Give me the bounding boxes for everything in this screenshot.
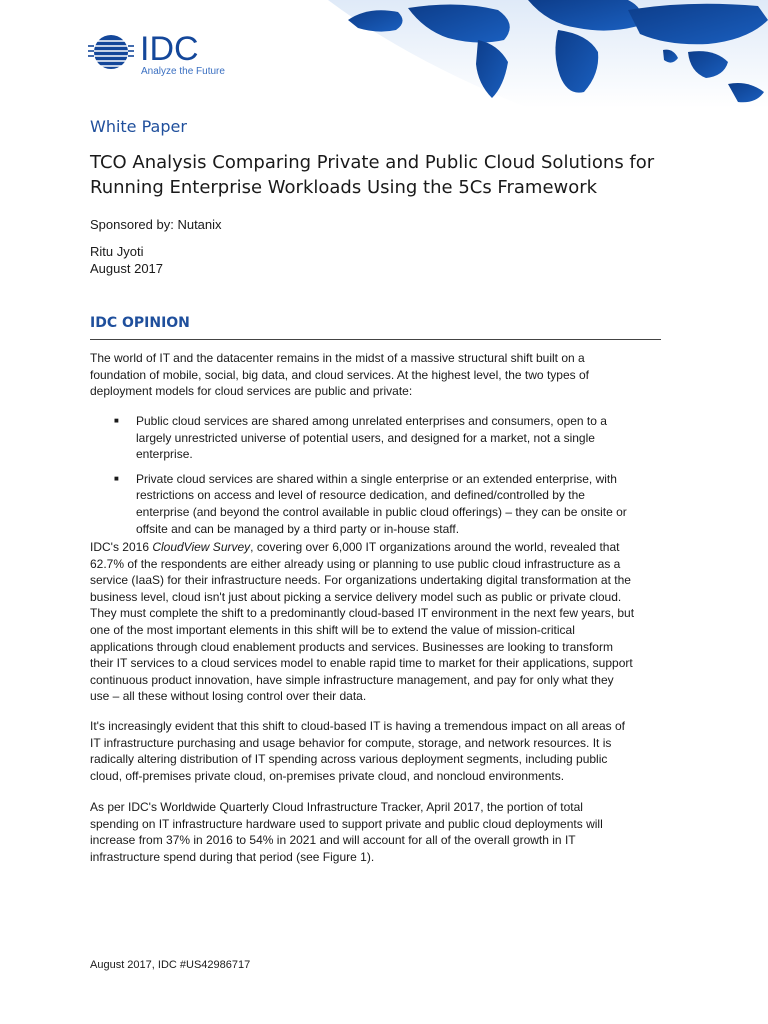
paragraph-line: radically altering distribution of IT spending across various deployment segments, including public xyxy=(90,752,608,767)
list-item-line: Public cloud services are shared among unrelated enterprises and consumers, open to a xyxy=(136,414,607,428)
logo-wordmark: IDC xyxy=(140,30,199,68)
paragraph-line: It's increasingly evident that this shift to cloud-based IT is having a tremendous impact on all areas of xyxy=(90,719,626,733)
author-name: Ritu Jyoti xyxy=(90,244,144,259)
globe-image xyxy=(328,0,768,108)
bullet-icon: ■ xyxy=(114,416,119,425)
title-line: Running Enterprise Workloads Using the 5Cs Framework xyxy=(90,177,598,198)
list-item-line: enterprise (and beyond the control available in public cloud offerings) – they can be onsite or xyxy=(136,504,627,519)
paragraph-line: The world of IT and the datacenter remains in the midst of a massive structural shift built on a xyxy=(90,351,585,365)
idc-logo xyxy=(88,32,238,80)
paragraph-line: As per IDC's Worldwide Quarterly Cloud Infrastructure Tracker, April 2017, the portion of total xyxy=(90,800,583,814)
title-line: TCO Analysis Comparing Private and Public Cloud Solutions for xyxy=(90,152,655,173)
paragraph-line: infrastructure spend during that period (see Figure 1). xyxy=(90,849,375,864)
paragraph-line: their IT services to a cloud services model to enable rapid time to market for their applications, support xyxy=(90,656,633,671)
page-footer: August 2017, IDC #US42986717 xyxy=(90,959,251,971)
section-heading: IDC OPINION xyxy=(90,315,190,331)
paragraph-line: foundation of mobile, social, big data, and cloud services. At the highest level, the two types of xyxy=(90,367,589,382)
list-item-line: largely unrestricted universe of potential users, and designed for a market, not a single xyxy=(136,430,595,445)
paragraph-line: 62.7% of the respondents are either already using or planning to use public cloud infrastructure as a xyxy=(90,556,621,571)
paragraph-line: cloud, off-premises private cloud, on-premises private cloud, and noncloud environments. xyxy=(90,768,565,783)
logo-tagline: Analyze the Future xyxy=(141,66,225,77)
paragraph-line xyxy=(90,539,670,556)
list-item-line: Private cloud services are shared within a single enterprise or an extended enterprise, with xyxy=(136,471,617,486)
paragraph-line: increase from 37% in 2016 to 54% in 2021 and will account for all of the overall growth in IT xyxy=(90,833,576,848)
text-run: IDC's 2016 xyxy=(90,540,153,554)
bullet-icon: ■ xyxy=(114,473,119,483)
idc-globe-icon xyxy=(88,32,134,72)
paragraph-line: continuous product innovation, have simple infrastructure management, and pay for only what they xyxy=(90,672,614,687)
list-item xyxy=(90,413,670,463)
document-title xyxy=(90,150,690,200)
paragraph-line: applications through cloud enablement products and services. Businesses are looking to transform xyxy=(90,639,613,654)
paragraph-line: deployment models for cloud services are public and private: xyxy=(90,384,413,399)
list-item-line: enterprise. xyxy=(136,447,193,462)
impact-paragraph xyxy=(90,718,670,784)
list-item-line: offsite and can be managed by a third party or in-house staff. xyxy=(136,521,460,536)
header-globe-banner xyxy=(328,0,768,108)
paragraph-line: They must complete the shift to a predominantly cloud-based IT environment in the next few years, but xyxy=(90,606,635,621)
cloud-types-list xyxy=(90,413,670,537)
intro-paragraph xyxy=(90,350,670,400)
list-item xyxy=(90,471,670,537)
list-item-line: restrictions on access and level of resource dedication, and defined/controlled by the xyxy=(136,488,585,503)
paragraph-line: spending on IT infrastructure hardware used to support private and public cloud deployments will xyxy=(90,816,603,831)
survey-paragraph xyxy=(90,539,670,705)
paragraph-line: business level, cloud isn't just about picking a service delivery model such as public or private cloud. xyxy=(90,589,622,604)
sponsor-line: Sponsored by: Nutanix xyxy=(90,217,222,232)
paragraph-line: one of the most important elements in this shift will be to extend the value of mission-critical xyxy=(90,622,575,637)
text-run: , covering over 6,000 IT organizations around the world, revealed that xyxy=(250,540,620,554)
publication-date: August 2017 xyxy=(90,261,164,276)
section-divider xyxy=(90,339,661,340)
paragraph-line: IT infrastructure purchasing and usage behavior for compute, storage, and network resources. It is xyxy=(90,735,612,750)
paragraph-line: use – all these without losing control over their data. xyxy=(90,689,367,704)
survey-name: CloudView Survey xyxy=(152,540,251,554)
tracker-paragraph xyxy=(90,799,670,865)
document-type: White Paper xyxy=(90,117,187,136)
paragraph-line: service (IaaS) for their infrastructure needs. For organizations undertaking digital transformation at the xyxy=(90,573,631,588)
